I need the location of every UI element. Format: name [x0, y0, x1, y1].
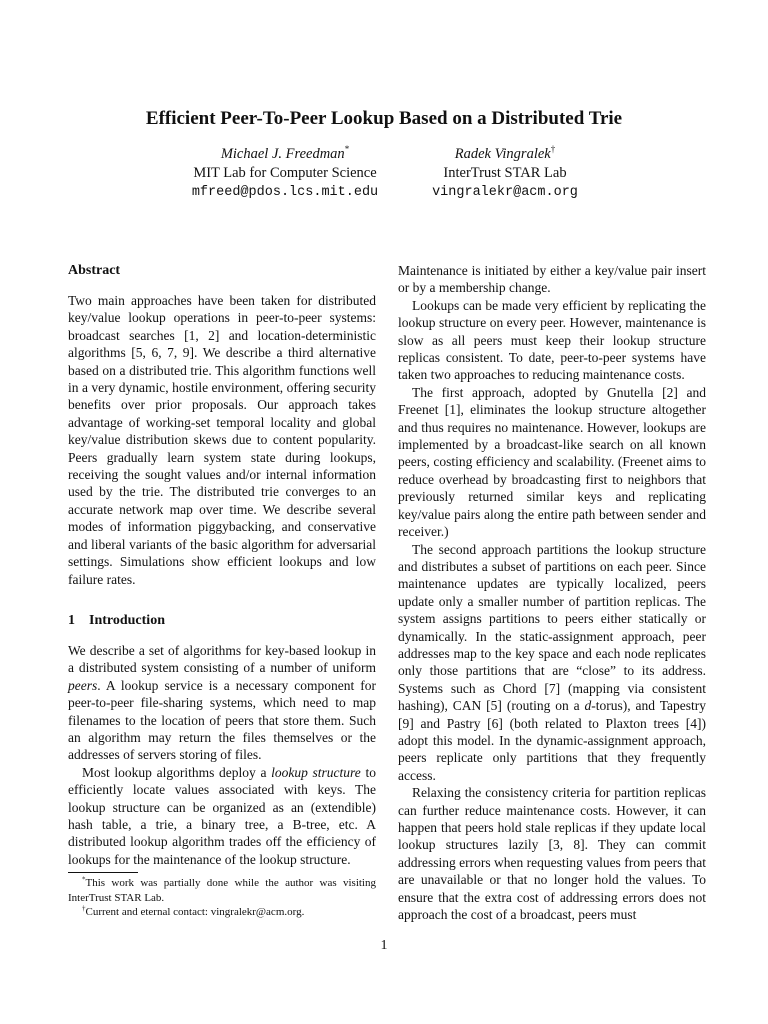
footnote-mark: * [344, 144, 350, 155]
page-number: 1 [380, 938, 388, 953]
text-run: The second approach partitions the lookup structure and distributes a subset of partitions on each peer. Since maintenance updates are typically localized, peers update only a smaller number of partition replicas. The system assigns partitions to peers either statically or dynamically. In the static-assignment approach, peer addresses map to the key space and each node replicates only those partitions that are “close” to its address. Systems such as Chord [7] (mapping via consistent hashing), CAN [5] (routing on a [398, 541, 706, 714]
footnote-mark: † [82, 904, 86, 913]
paragraph: Maintenance is initiated by either a key/value pair insert or by a membership change. [398, 263, 706, 296]
abstract-heading: Abstract [68, 263, 121, 278]
author-block-1 [160, 145, 410, 202]
text-run: Most lookup algorithms deploy a [82, 764, 272, 780]
text-run: . A lookup service is a necessary component for peer-to-peer file-sharing systems, which need to map filenames to the location of peers that store them. Such an algorithm may return the files themselves or the addresses of servers storing of files. [68, 677, 376, 763]
paragraph [68, 642, 376, 764]
emphasis: peers [68, 677, 98, 693]
author-name: Radek Vingralek [454, 146, 551, 162]
section-heading [68, 612, 376, 630]
text-run: to efficiently locate values associated with keys. The lookup structure can be organized as an (extendible) hash table, a trie, a binary tree, a B-tree, etc. A distributed lookup algorithm trades off the efficiency of lookups for the maintenance of the lookup structure. [68, 764, 376, 867]
author-email: vingralekr@acm.org [432, 185, 578, 200]
author-affiliation: InterTrust STAR Lab [443, 165, 567, 181]
footnotes [68, 876, 376, 920]
paragraph: Relaxing the consistency criteria for partition replicas can further reduce maintenance costs. However, it can happen that peers hold stale replicas if they update local lookup structures lazily [3, 8]. They can commit addressing errors when requesting values from peers that are unavailable or that no longer hold the values. To ensure that the extra cost of addressing errors does not approach the cost of a broadcast, peers must [398, 785, 706, 923]
author-affiliation: MIT Lab for Computer Science [193, 165, 377, 181]
paragraph: Lookups can be made very efficient by replicating the lookup structure on every peer. However, maintenance is slow as all peers must keep their lookup structure replicas consistent. To date, peer-to-peer systems have taken two approaches to reducing maintenance costs. [398, 297, 706, 383]
section-number: 1 [68, 612, 75, 628]
left-column [68, 262, 376, 868]
paragraph: The first approach, adopted by Gnutella [2] and Freenet [1], eliminates the lookup structure altogether and thus requires no maintenance. However, lookups are implemented by a broadcast-like search on all known peers, costing efficiency and scalability. (Freenet aims to reduce overhead by broadcasting first to neighbors that previously returned similar keys and replicating key/value pairs along the entire path between sender and receiver.) [398, 384, 706, 540]
footnote-text: This work was partially done while the author was visiting InterTrust STAR Lab. [68, 877, 376, 904]
right-column [398, 262, 706, 923]
author-email: mfreed@pdos.lcs.mit.edu [191, 185, 379, 200]
section-title: Introduction [89, 612, 165, 628]
footnote-rule [68, 872, 138, 873]
paragraph [68, 764, 376, 868]
paper-title: Efficient Peer-To-Peer Lookup Based on a Distributed Trie [145, 108, 623, 129]
author-block-2 [380, 145, 630, 202]
emphasis: d [584, 698, 592, 714]
emphasis: lookup structure [271, 764, 361, 780]
footnote-mark: * [82, 875, 86, 884]
footnote [68, 905, 376, 920]
footnote-mark: † [550, 144, 556, 155]
text-run: -torus), and Tapestry [9] and Pastry [6] (both related to Plaxton trees [4]) adopt this model. In the dynamic-assignment approach, peers replicate only partitions that they frequently access. [398, 698, 706, 783]
footnote-text: Current and eternal contact: vingralekr@acm.org. [85, 906, 305, 918]
paragraph [398, 541, 706, 785]
text-run: We describe a set of algorithms for key-based lookup in a distributed system consisting of a number of uniform [68, 642, 376, 676]
abstract-text: Two main approaches have been taken for distributed key/value lookup operations in peer-to-peer systems: broadcast searches [1, 2] and location-deterministic algorithms [5, 6, 7, 9]. We describe a third alternative based on a distributed trie. This algorithm functions well in a very dynamic, hostile environment, offering security benefits over prior proposals. Our approach takes advantage of working-set temporal locality and global key/value distribution skews due to content popularity. Peers gradually learn system state during lookups, receiving the sought values and/or internal information used by the trie. The distributed trie converges to an accurate network map over time. We describe several modes of information piggybacking, and conservative and liberal variants of the basic algorithm for adversarial settings. Simulations show efficient lookups and low failure rates. [68, 293, 376, 587]
footnote [68, 876, 376, 905]
author-name: Michael J. Freedman [220, 146, 345, 162]
